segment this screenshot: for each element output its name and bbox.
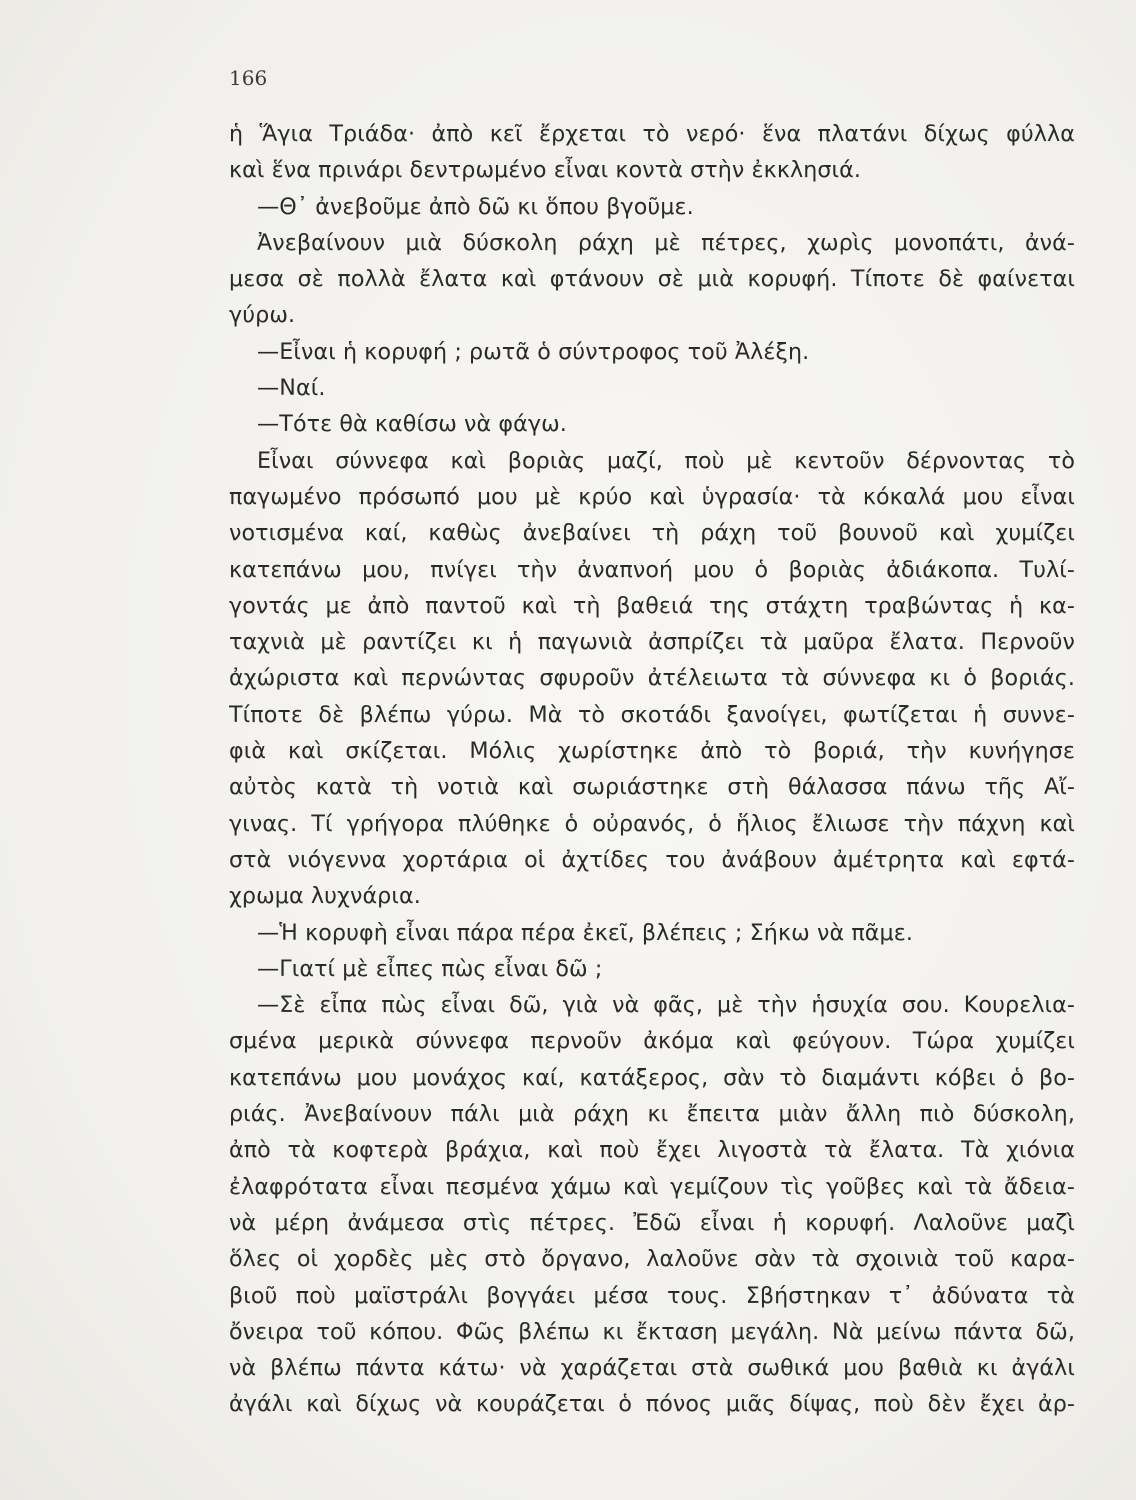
text-line: ὄνειρα τοῦ κόπου. Φῶς βλέπω κι ἔκταση μεγάλη. Νὰ μείνω πάντα δῶ, bbox=[229, 1318, 1075, 1345]
body-text bbox=[229, 116, 1075, 1423]
text-line: νὰ μέρη ἀνάμεσα στὶς πέτρες. Ἐδῶ εἶναι ἡ κορυφή. Λαλοῦνε μαζὶ bbox=[229, 1209, 1075, 1236]
text-line: γύρω. bbox=[229, 302, 296, 329]
text-line: ἐλαφρότατα εἶναι πεσμένα χάμω καὶ γεμίζουν τὶς γοῦβες καὶ τὰ ἄδεια- bbox=[229, 1173, 1075, 1200]
text-line: —Ναί. bbox=[257, 375, 326, 402]
text-line: —Θ᾽ ἀνεβοῦμε ἀπὸ δῶ κι ὅπου βγοῦμε. bbox=[257, 193, 694, 220]
text-line: Ἀνεβαίνουν μιὰ δύσκολη ράχη μὲ πέτρες, χωρὶς μονοπάτι, ἀνά- bbox=[257, 229, 1075, 256]
text-line: —Εἶναι ἡ κορυφή ; ρωτᾶ ὁ σύντροφος τοῦ Ἀλέξη. bbox=[257, 338, 810, 365]
page-number: 166 bbox=[229, 66, 268, 90]
text-line: αὐτὸς κατὰ τὴ νοτιὰ καὶ σωριάστηκε στὴ θάλασσα πάνω τῆς Αἴ- bbox=[229, 774, 1075, 801]
text-line: φιὰ καὶ σκίζεται. Μόλις χωρίστηκε ἀπὸ τὸ βοριά, τὴν κυνήγησε bbox=[229, 738, 1075, 765]
text-line: ἀπὸ τὰ κοφτερὰ βράχια, καὶ ποὺ ἔχει λιγοστὰ τὰ ἔλατα. Τὰ χιόνια bbox=[229, 1137, 1075, 1164]
text-line: σμένα μερικὰ σύννεφα περνοῦν ἀκόμα καὶ φεύγουν. Τώρα χυμίζει bbox=[229, 1028, 1075, 1055]
text-line: παγωμένο πρόσωπό μου μὲ κρύο καὶ ὑγρασία· τὰ κόκαλά μου εἶναι bbox=[229, 483, 1075, 510]
text-line: νοτισμένα καί, καθὼς ἀνεβαίνει τὴ ράχη τοῦ βουνοῦ καὶ χυμίζει bbox=[229, 520, 1075, 547]
text-line: —Σὲ εἶπα πὼς εἶναι δῶ, γιὰ νὰ φᾶς, μὲ τὴν ἡσυχία σου. Κουρελια- bbox=[257, 992, 1075, 1019]
text-line: γοντάς με ἀπὸ παντοῦ καὶ τὴ βαθειά της στάχτη τραβώντας ἡ κα- bbox=[229, 592, 1075, 619]
text-line: ὅλες οἱ χορδὲς μὲς στὸ ὄργανο, λαλοῦνε σὰν τὰ σχοινιὰ τοῦ καρα- bbox=[229, 1246, 1075, 1273]
text-line: Εἶναι σύννεφα καὶ βοριὰς μαζί, ποὺ μὲ κεντοῦν δέρνοντας τὸ bbox=[257, 447, 1075, 474]
text-line: —Τότε θὰ καθίσω νὰ φάγω. bbox=[257, 411, 567, 438]
text-line: ἡ Ἅγια Τριάδα· ἀπὸ κεῖ ἔρχεται τὸ νερό· ἕνα πλατάνι δίχως φύλλα bbox=[229, 121, 1075, 147]
text-line: —Ἡ κορυφὴ εἶναι πάρα πέρα ἐκεῖ, βλέπεις ; Σήκω νὰ πᾶμε. bbox=[257, 919, 913, 946]
text-line: μεσα σὲ πολλὰ ἔλατα καὶ φτάνουν σὲ μιὰ κορυφή. Τίποτε δὲ φαίνεται bbox=[229, 266, 1075, 293]
text-line: ταχνιὰ μὲ ραντίζει κι ἡ παγωνιὰ ἀσπρίζει τὰ μαῦρα ἔλατα. Περνοῦν bbox=[229, 629, 1075, 656]
text-line: στὰ νιόγεννα χορτάρια οἱ ἀχτίδες του ἀνάβουν ἀμέτρητα καὶ εφτά- bbox=[229, 846, 1075, 873]
text-line: νὰ βλέπω πάντα κάτω· νὰ χαράζεται στὰ σωθικά μου βαθιὰ κι ἀγάλι bbox=[229, 1355, 1075, 1382]
text-line: κατεπάνω μου, πνίγει τὴν ἀναπνοή μου ὁ βοριὰς ἀδιάκοπα. Τυλί- bbox=[229, 556, 1075, 583]
text-line: χρωμα λυχνάρια. bbox=[229, 883, 421, 910]
text-line: καὶ ἕνα πρινάρι δεντρωμένο εἶναι κοντὰ στὴν ἐκκλησιά. bbox=[229, 157, 862, 184]
text-line: ἀγάλι καὶ δίχως νὰ κουράζεται ὁ πόνος μιᾶς δίψας, ποὺ δὲν ἔχει ἀρ- bbox=[229, 1391, 1075, 1418]
text-line: γινας. Τί γρήγορα πλύθηκε ὁ οὐρανός, ὁ ἥλιος ἔλιωσε τὴν πάχνη καὶ bbox=[229, 810, 1075, 837]
text-line: ἀχώριστα καὶ περνώντας σφυροῦν ἀτέλειωτα τὰ σύννεφα κι ὁ βοριάς. bbox=[229, 665, 1075, 692]
text-line: Τίποτε δὲ βλέπω γύρω. Μὰ τὸ σκοτάδι ξανοίγει, φωτίζεται ἡ συννε- bbox=[229, 701, 1075, 728]
text-line: —Γιατί μὲ εἶπες πὼς εἶναι δῶ ; bbox=[257, 955, 603, 982]
text-line: βιοῦ ποὺ μαϊστράλι βογγάει μέσα τους. Σβήστηκαν τ᾽ ἀδύνατα τὰ bbox=[229, 1282, 1075, 1309]
text-line: ριάς. Ἀνεβαίνουν πάλι μιὰ ράχη κι ἔπειτα μιὰν ἄλλη πιὸ δύσκολη, bbox=[229, 1101, 1075, 1128]
text-line: κατεπάνω μου μονάχος καί, κατάξερος, σὰν τὸ διαμάντι κόβει ὁ βο- bbox=[229, 1064, 1075, 1091]
